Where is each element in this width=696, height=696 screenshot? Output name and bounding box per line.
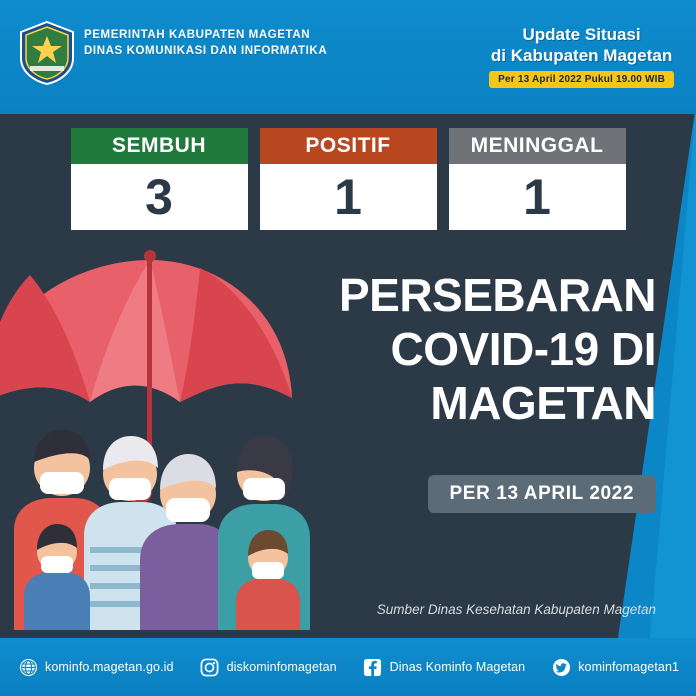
stats-row <box>0 128 696 230</box>
stat-value-meninggal: 1 <box>449 164 626 230</box>
update-block <box>489 24 674 88</box>
footer-item-instagram[interactable] <box>200 657 337 677</box>
page-title <box>236 268 656 430</box>
footer-label-website: kominfo.magetan.go.id <box>45 660 174 674</box>
footer-label-instagram: diskominfomagetan <box>226 660 337 674</box>
stat-value-positif: 1 <box>260 164 437 230</box>
stat-card-sembuh <box>71 128 248 230</box>
stat-card-meninggal <box>449 128 626 230</box>
update-badge: Per 13 April 2022 Pukul 19.00 WIB <box>489 71 674 88</box>
update-line-2: di Kabupaten Magetan <box>490 46 673 65</box>
stat-card-positif <box>260 128 437 230</box>
stat-value-sembuh: 3 <box>71 164 248 230</box>
headline-line-1: PERSEBARAN <box>338 269 656 321</box>
stat-label-sembuh: SEMBUH <box>71 128 248 164</box>
government-title <box>84 28 327 59</box>
footer-label-facebook: Dinas Kominfo Magetan <box>389 660 526 674</box>
magetan-coat-of-arms-icon <box>18 20 76 86</box>
stat-label-positif: POSITIF <box>260 128 437 164</box>
footer-item-facebook[interactable] <box>363 657 526 677</box>
update-line-1: Update Situasi <box>522 25 641 44</box>
source-note: Sumber Dinas Kesehatan Kabupaten Magetan <box>376 602 656 617</box>
gov-line-1: PEMERINTAH KABUPATEN MAGETAN <box>84 29 311 41</box>
gov-line-2: DINAS KOMUNIKASI DAN INFORMATIKA <box>84 45 328 57</box>
stat-label-meninggal: MENINGGAL <box>449 128 626 164</box>
footer-item-twitter[interactable] <box>551 657 679 677</box>
headline-line-2: COVID-19 DI <box>390 323 656 375</box>
date-badge: PER 13 APRIL 2022 <box>428 475 656 513</box>
footer-item-website[interactable] <box>18 657 174 677</box>
headline-line-3: MAGETAN <box>430 377 656 429</box>
header-band <box>0 0 696 114</box>
footer-bar <box>0 638 696 696</box>
twitter-icon <box>551 657 571 677</box>
instagram-icon <box>200 657 220 677</box>
footer-label-twitter: kominfomagetan1 <box>578 660 680 674</box>
globe-icon <box>18 657 38 677</box>
facebook-icon <box>363 657 383 677</box>
